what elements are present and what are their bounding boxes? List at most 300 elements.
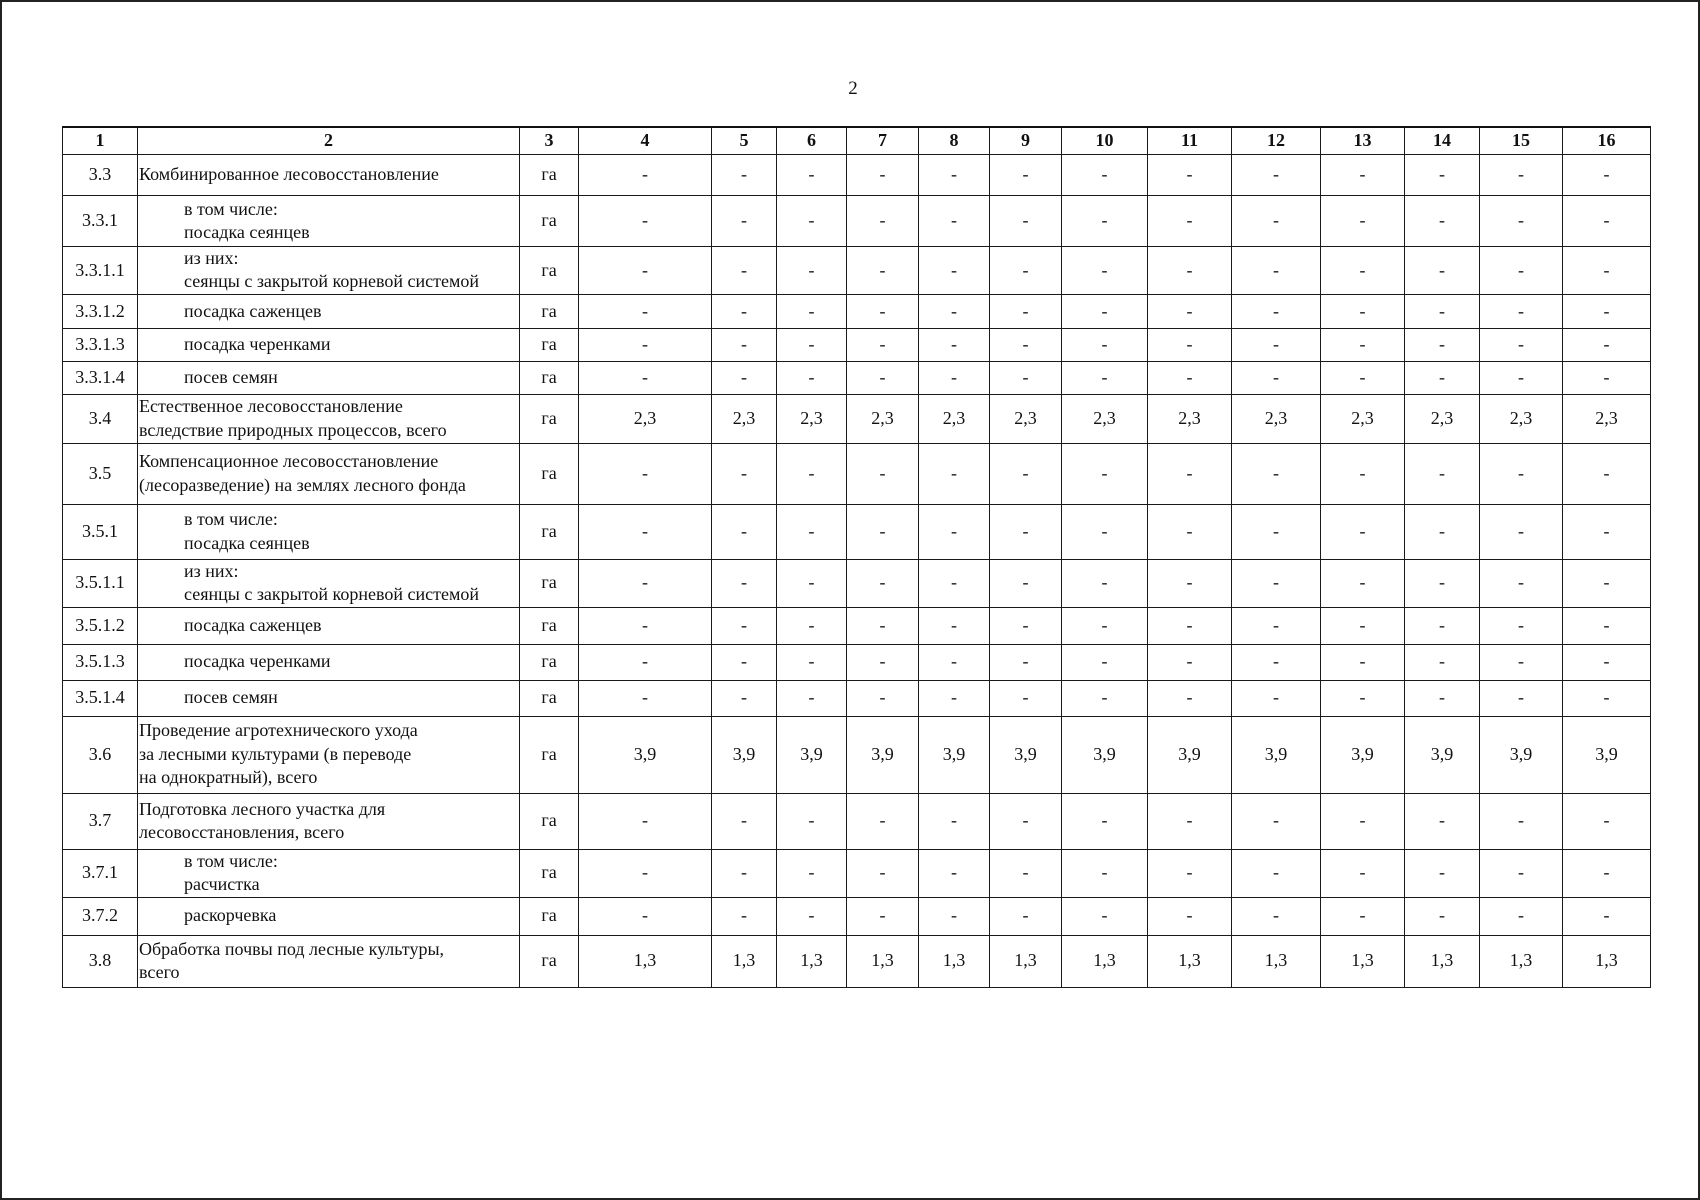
column-header-8: 8 bbox=[919, 127, 990, 155]
row-value-col-11: 3,9 bbox=[1148, 716, 1232, 793]
row-code: 3.3 bbox=[63, 155, 138, 196]
row-value-col-12: - bbox=[1232, 897, 1321, 935]
row-label bbox=[138, 644, 520, 680]
row-value-col-8: - bbox=[919, 155, 990, 196]
row-value-col-6: - bbox=[777, 897, 847, 935]
row-value-col-14: - bbox=[1405, 328, 1480, 361]
row-value-col-6: - bbox=[777, 607, 847, 644]
table-row bbox=[63, 849, 1651, 897]
row-value-col-16: - bbox=[1563, 328, 1651, 361]
row-value-col-6: - bbox=[777, 504, 847, 559]
row-value-col-8: - bbox=[919, 644, 990, 680]
row-value-col-7: - bbox=[847, 680, 919, 716]
row-value-col-10: - bbox=[1062, 247, 1148, 295]
page-number: 2 bbox=[848, 78, 858, 99]
row-value-col-4: - bbox=[579, 504, 712, 559]
row-value-col-9: - bbox=[990, 294, 1062, 328]
column-header-5: 5 bbox=[712, 127, 777, 155]
row-value-col-12: - bbox=[1232, 196, 1321, 247]
row-unit: га bbox=[520, 443, 579, 504]
row-value-col-5: - bbox=[712, 294, 777, 328]
row-value-col-5: - bbox=[712, 793, 777, 849]
row-value-col-6: - bbox=[777, 793, 847, 849]
row-value-col-12: 1,3 bbox=[1232, 935, 1321, 987]
row-value-col-10: - bbox=[1062, 607, 1148, 644]
row-value-col-15: - bbox=[1480, 897, 1563, 935]
row-value-col-4: - bbox=[579, 361, 712, 394]
row-value-col-11: - bbox=[1148, 155, 1232, 196]
row-unit: га bbox=[520, 716, 579, 793]
row-label bbox=[138, 849, 520, 897]
row-value-col-5: 3,9 bbox=[712, 716, 777, 793]
table-row bbox=[63, 196, 1651, 247]
row-code: 3.5.1.2 bbox=[63, 607, 138, 644]
row-value-col-7: - bbox=[847, 247, 919, 295]
row-value-col-16: - bbox=[1563, 155, 1651, 196]
row-unit: га bbox=[520, 680, 579, 716]
row-label-line: раскорчевка bbox=[184, 905, 277, 926]
row-label-line: Естественное лесовосстановление bbox=[139, 396, 403, 417]
row-value-col-4: - bbox=[579, 247, 712, 295]
row-unit: га bbox=[520, 935, 579, 987]
row-label bbox=[138, 443, 520, 504]
row-value-col-12: - bbox=[1232, 680, 1321, 716]
row-value-col-9: - bbox=[990, 443, 1062, 504]
row-value-col-9: - bbox=[990, 504, 1062, 559]
row-unit: га bbox=[520, 394, 579, 443]
row-label-line: посадка черенками bbox=[184, 651, 331, 672]
row-value-col-16: - bbox=[1563, 196, 1651, 247]
row-code: 3.3.1.1 bbox=[63, 247, 138, 295]
row-value-col-16: - bbox=[1563, 294, 1651, 328]
table-header bbox=[63, 127, 1651, 155]
row-code: 3.7.1 bbox=[63, 849, 138, 897]
row-value-col-4: 2,3 bbox=[579, 394, 712, 443]
row-value-col-9: - bbox=[990, 793, 1062, 849]
row-value-col-6: - bbox=[777, 155, 847, 196]
row-value-col-7: - bbox=[847, 361, 919, 394]
row-value-col-5: - bbox=[712, 196, 777, 247]
header-row bbox=[63, 127, 1651, 155]
row-value-col-15: - bbox=[1480, 361, 1563, 394]
row-value-col-9: - bbox=[990, 196, 1062, 247]
row-value-col-9: - bbox=[990, 155, 1062, 196]
row-value-col-15: - bbox=[1480, 294, 1563, 328]
row-value-col-11: - bbox=[1148, 443, 1232, 504]
row-value-col-16: - bbox=[1563, 559, 1651, 607]
column-header-6: 6 bbox=[777, 127, 847, 155]
row-value-col-4: - bbox=[579, 155, 712, 196]
row-value-col-11: - bbox=[1148, 607, 1232, 644]
row-value-col-10: - bbox=[1062, 196, 1148, 247]
row-value-col-4: - bbox=[579, 294, 712, 328]
row-label-line: из них: bbox=[184, 560, 239, 581]
row-value-col-11: - bbox=[1148, 897, 1232, 935]
row-value-col-14: 1,3 bbox=[1405, 935, 1480, 987]
row-value-col-8: - bbox=[919, 607, 990, 644]
row-value-col-9: - bbox=[990, 849, 1062, 897]
row-value-col-12: - bbox=[1232, 247, 1321, 295]
row-value-col-11: - bbox=[1148, 504, 1232, 559]
row-value-col-15: - bbox=[1480, 247, 1563, 295]
row-value-col-4: - bbox=[579, 680, 712, 716]
row-value-col-12: 2,3 bbox=[1232, 394, 1321, 443]
row-value-col-13: - bbox=[1321, 559, 1405, 607]
row-value-col-13: - bbox=[1321, 897, 1405, 935]
row-value-col-15: - bbox=[1480, 849, 1563, 897]
row-value-col-5: - bbox=[712, 897, 777, 935]
row-value-col-6: 2,3 bbox=[777, 394, 847, 443]
row-value-col-12: - bbox=[1232, 504, 1321, 559]
row-value-col-15: - bbox=[1480, 155, 1563, 196]
column-header-2: 2 bbox=[138, 127, 520, 155]
table-row bbox=[63, 294, 1651, 328]
row-value-col-11: 2,3 bbox=[1148, 394, 1232, 443]
row-value-col-13: - bbox=[1321, 247, 1405, 295]
row-value-col-5: - bbox=[712, 504, 777, 559]
row-value-col-8: 2,3 bbox=[919, 394, 990, 443]
row-unit: га bbox=[520, 328, 579, 361]
row-label bbox=[138, 247, 520, 295]
table-row bbox=[63, 394, 1651, 443]
row-value-col-10: - bbox=[1062, 644, 1148, 680]
row-value-col-13: - bbox=[1321, 361, 1405, 394]
table-row bbox=[63, 716, 1651, 793]
row-value-col-5: - bbox=[712, 361, 777, 394]
row-label-line: Обработка почвы под лесные культуры, bbox=[139, 938, 445, 959]
row-value-col-13: 2,3 bbox=[1321, 394, 1405, 443]
row-label-line: сеянцы с закрытой корневой системой bbox=[184, 584, 479, 605]
row-value-col-10: - bbox=[1062, 849, 1148, 897]
column-header-13: 13 bbox=[1321, 127, 1405, 155]
row-value-col-4: - bbox=[579, 897, 712, 935]
row-label-line: посев семян bbox=[184, 687, 278, 708]
row-value-col-15: - bbox=[1480, 328, 1563, 361]
row-value-col-15: - bbox=[1480, 196, 1563, 247]
row-value-col-14: - bbox=[1405, 443, 1480, 504]
row-value-col-15: - bbox=[1480, 607, 1563, 644]
row-code: 3.3.1.3 bbox=[63, 328, 138, 361]
row-value-col-7: - bbox=[847, 559, 919, 607]
row-unit: га bbox=[520, 247, 579, 295]
row-label bbox=[138, 793, 520, 849]
row-code: 3.3.1.4 bbox=[63, 361, 138, 394]
row-value-col-16: 2,3 bbox=[1563, 394, 1651, 443]
row-value-col-13: - bbox=[1321, 443, 1405, 504]
row-value-col-7: 1,3 bbox=[847, 935, 919, 987]
row-value-col-5: - bbox=[712, 443, 777, 504]
row-value-col-4: - bbox=[579, 849, 712, 897]
row-value-col-14: - bbox=[1405, 680, 1480, 716]
row-value-col-11: - bbox=[1148, 644, 1232, 680]
row-label bbox=[138, 196, 520, 247]
row-value-col-6: - bbox=[777, 680, 847, 716]
row-value-col-15: - bbox=[1480, 793, 1563, 849]
row-unit: га bbox=[520, 793, 579, 849]
table-body bbox=[63, 155, 1651, 988]
row-value-col-16: - bbox=[1563, 644, 1651, 680]
column-header-7: 7 bbox=[847, 127, 919, 155]
row-value-col-14: - bbox=[1405, 196, 1480, 247]
row-value-col-12: 3,9 bbox=[1232, 716, 1321, 793]
data-table bbox=[62, 126, 1651, 988]
row-value-col-7: - bbox=[847, 607, 919, 644]
row-value-col-8: - bbox=[919, 793, 990, 849]
row-value-col-9: - bbox=[990, 680, 1062, 716]
row-value-col-15: 3,9 bbox=[1480, 716, 1563, 793]
row-value-col-7: 3,9 bbox=[847, 716, 919, 793]
row-code: 3.3.1.2 bbox=[63, 294, 138, 328]
row-label-line: Подготовка лесного участка для bbox=[139, 798, 386, 819]
column-header-3: 3 bbox=[520, 127, 579, 155]
column-header-10: 10 bbox=[1062, 127, 1148, 155]
row-value-col-5: - bbox=[712, 559, 777, 607]
row-code: 3.8 bbox=[63, 935, 138, 987]
table-row bbox=[63, 361, 1651, 394]
row-value-col-16: - bbox=[1563, 680, 1651, 716]
row-value-col-10: - bbox=[1062, 294, 1148, 328]
row-value-col-11: - bbox=[1148, 559, 1232, 607]
row-label bbox=[138, 504, 520, 559]
row-label bbox=[138, 155, 520, 196]
table-row bbox=[63, 155, 1651, 196]
row-value-col-4: - bbox=[579, 196, 712, 247]
row-value-col-4: - bbox=[579, 607, 712, 644]
row-value-col-9: - bbox=[990, 897, 1062, 935]
row-value-col-15: - bbox=[1480, 559, 1563, 607]
row-value-col-10: - bbox=[1062, 897, 1148, 935]
row-value-col-12: - bbox=[1232, 443, 1321, 504]
row-value-col-14: - bbox=[1405, 294, 1480, 328]
row-label bbox=[138, 361, 520, 394]
row-label-line: вследствие природных процессов, всего bbox=[139, 419, 447, 440]
row-value-col-5: - bbox=[712, 680, 777, 716]
row-value-col-14: - bbox=[1405, 155, 1480, 196]
table-row bbox=[63, 559, 1651, 607]
row-value-col-7: - bbox=[847, 443, 919, 504]
row-label-line: в том числе: bbox=[184, 198, 278, 219]
row-value-col-11: - bbox=[1148, 247, 1232, 295]
row-value-col-4: - bbox=[579, 793, 712, 849]
row-unit: га bbox=[520, 559, 579, 607]
column-header-9: 9 bbox=[990, 127, 1062, 155]
row-value-col-5: - bbox=[712, 849, 777, 897]
row-value-col-10: - bbox=[1062, 155, 1148, 196]
row-value-col-6: - bbox=[777, 361, 847, 394]
row-code: 3.7.2 bbox=[63, 897, 138, 935]
row-value-col-6: - bbox=[777, 644, 847, 680]
row-value-col-13: - bbox=[1321, 155, 1405, 196]
row-label-line: посадка саженцев bbox=[184, 300, 322, 321]
row-value-col-9: 2,3 bbox=[990, 394, 1062, 443]
row-value-col-14: - bbox=[1405, 559, 1480, 607]
row-unit: га bbox=[520, 504, 579, 559]
row-value-col-11: - bbox=[1148, 294, 1232, 328]
row-value-col-10: 1,3 bbox=[1062, 935, 1148, 987]
row-value-col-16: - bbox=[1563, 504, 1651, 559]
row-label-line: посадка черенками bbox=[184, 334, 331, 355]
row-label bbox=[138, 680, 520, 716]
row-value-col-16: - bbox=[1563, 443, 1651, 504]
row-value-col-6: - bbox=[777, 559, 847, 607]
row-value-col-6: 1,3 bbox=[777, 935, 847, 987]
row-value-col-8: - bbox=[919, 849, 990, 897]
row-value-col-13: - bbox=[1321, 849, 1405, 897]
row-value-col-16: - bbox=[1563, 607, 1651, 644]
row-value-col-15: - bbox=[1480, 504, 1563, 559]
row-label-line: посадка сеянцев bbox=[184, 222, 310, 242]
row-value-col-9: 3,9 bbox=[990, 716, 1062, 793]
row-label-line: всего bbox=[139, 962, 180, 983]
table-row bbox=[63, 504, 1651, 559]
row-value-col-4: - bbox=[579, 644, 712, 680]
row-value-col-6: - bbox=[777, 328, 847, 361]
row-value-col-6: 3,9 bbox=[777, 716, 847, 793]
row-value-col-12: - bbox=[1232, 328, 1321, 361]
row-value-col-9: - bbox=[990, 328, 1062, 361]
table-row bbox=[63, 935, 1651, 987]
row-label-line: посев семян bbox=[184, 367, 278, 388]
row-code: 3.5.1 bbox=[63, 504, 138, 559]
row-value-col-14: - bbox=[1405, 644, 1480, 680]
row-value-col-13: - bbox=[1321, 644, 1405, 680]
row-value-col-10: - bbox=[1062, 680, 1148, 716]
row-value-col-8: - bbox=[919, 328, 990, 361]
row-label-line: за лесными культурами (в переводе bbox=[139, 743, 412, 764]
row-value-col-11: - bbox=[1148, 793, 1232, 849]
row-value-col-7: - bbox=[847, 644, 919, 680]
row-unit: га bbox=[520, 644, 579, 680]
row-value-col-11: 1,3 bbox=[1148, 935, 1232, 987]
table-row bbox=[63, 644, 1651, 680]
row-value-col-10: 2,3 bbox=[1062, 394, 1148, 443]
row-code: 3.5.1.3 bbox=[63, 644, 138, 680]
row-value-col-7: - bbox=[847, 155, 919, 196]
row-value-col-16: 3,9 bbox=[1563, 716, 1651, 793]
row-value-col-4: 1,3 bbox=[579, 935, 712, 987]
row-value-col-14: - bbox=[1405, 361, 1480, 394]
row-value-col-4: - bbox=[579, 559, 712, 607]
row-value-col-13: - bbox=[1321, 294, 1405, 328]
row-value-col-5: - bbox=[712, 247, 777, 295]
row-value-col-13: - bbox=[1321, 328, 1405, 361]
row-value-col-8: - bbox=[919, 361, 990, 394]
row-code: 3.5 bbox=[63, 443, 138, 504]
row-label-line: Проведение агротехнического ухода bbox=[139, 720, 418, 741]
row-value-col-15: - bbox=[1480, 680, 1563, 716]
row-label bbox=[138, 559, 520, 607]
row-label-line: (лесоразведение) на землях лесного фонда bbox=[139, 474, 466, 495]
row-value-col-9: - bbox=[990, 644, 1062, 680]
row-value-col-12: - bbox=[1232, 294, 1321, 328]
row-value-col-7: - bbox=[847, 897, 919, 935]
row-value-col-14: - bbox=[1405, 849, 1480, 897]
row-unit: га bbox=[520, 294, 579, 328]
row-value-col-4: - bbox=[579, 443, 712, 504]
row-value-col-15: 2,3 bbox=[1480, 394, 1563, 443]
row-label-line: Компенсационное лесовосстановление bbox=[139, 451, 439, 472]
row-value-col-11: - bbox=[1148, 328, 1232, 361]
row-value-col-5: 2,3 bbox=[712, 394, 777, 443]
row-value-col-14: - bbox=[1405, 897, 1480, 935]
row-value-col-15: - bbox=[1480, 443, 1563, 504]
row-value-col-8: 1,3 bbox=[919, 935, 990, 987]
row-value-col-10: - bbox=[1062, 793, 1148, 849]
row-value-col-10: - bbox=[1062, 361, 1148, 394]
row-code: 3.3.1 bbox=[63, 196, 138, 247]
row-label bbox=[138, 716, 520, 793]
row-value-col-8: 3,9 bbox=[919, 716, 990, 793]
row-label-line: посадка сеянцев bbox=[184, 532, 310, 553]
row-value-col-13: - bbox=[1321, 607, 1405, 644]
row-value-col-9: - bbox=[990, 559, 1062, 607]
row-label bbox=[138, 897, 520, 935]
row-value-col-8: - bbox=[919, 294, 990, 328]
column-header-12: 12 bbox=[1232, 127, 1321, 155]
row-value-col-16: - bbox=[1563, 793, 1651, 849]
row-value-col-16: - bbox=[1563, 361, 1651, 394]
row-value-col-4: 3,9 bbox=[579, 716, 712, 793]
row-label-line: расчистка bbox=[184, 874, 260, 895]
table-row bbox=[63, 793, 1651, 849]
row-value-col-14: - bbox=[1405, 504, 1480, 559]
row-label-line: сеянцы с закрытой корневой системой bbox=[184, 271, 479, 292]
row-value-col-5: - bbox=[712, 155, 777, 196]
row-value-col-10: - bbox=[1062, 328, 1148, 361]
row-value-col-16: - bbox=[1563, 247, 1651, 295]
row-value-col-5: 1,3 bbox=[712, 935, 777, 987]
row-label bbox=[138, 328, 520, 361]
row-value-col-8: - bbox=[919, 443, 990, 504]
row-value-col-8: - bbox=[919, 559, 990, 607]
row-unit: га bbox=[520, 849, 579, 897]
row-value-col-6: - bbox=[777, 294, 847, 328]
row-unit: га bbox=[520, 361, 579, 394]
row-value-col-7: - bbox=[847, 793, 919, 849]
row-label-line: из них: bbox=[184, 248, 239, 268]
row-value-col-6: - bbox=[777, 247, 847, 295]
row-label-line: в том числе: bbox=[184, 850, 278, 871]
row-value-col-5: - bbox=[712, 644, 777, 680]
row-value-col-12: - bbox=[1232, 361, 1321, 394]
row-unit: га bbox=[520, 607, 579, 644]
row-value-col-13: - bbox=[1321, 680, 1405, 716]
row-value-col-11: - bbox=[1148, 680, 1232, 716]
row-value-col-16: - bbox=[1563, 897, 1651, 935]
row-label-line: на однократный), всего bbox=[139, 767, 318, 788]
row-code: 3.5.1.4 bbox=[63, 680, 138, 716]
row-value-col-13: - bbox=[1321, 793, 1405, 849]
row-unit: га bbox=[520, 196, 579, 247]
row-value-col-12: - bbox=[1232, 644, 1321, 680]
row-value-col-14: - bbox=[1405, 247, 1480, 295]
row-value-col-7: - bbox=[847, 294, 919, 328]
row-value-col-7: - bbox=[847, 196, 919, 247]
row-value-col-11: - bbox=[1148, 196, 1232, 247]
row-value-col-6: - bbox=[777, 849, 847, 897]
table-row bbox=[63, 897, 1651, 935]
row-value-col-7: - bbox=[847, 849, 919, 897]
row-value-col-12: - bbox=[1232, 849, 1321, 897]
row-value-col-15: - bbox=[1480, 644, 1563, 680]
column-header-11: 11 bbox=[1148, 127, 1232, 155]
row-value-col-10: - bbox=[1062, 443, 1148, 504]
row-value-col-8: - bbox=[919, 247, 990, 295]
row-value-col-12: - bbox=[1232, 607, 1321, 644]
row-value-col-14: 3,9 bbox=[1405, 716, 1480, 793]
row-value-col-16: 1,3 bbox=[1563, 935, 1651, 987]
row-value-col-10: - bbox=[1062, 559, 1148, 607]
